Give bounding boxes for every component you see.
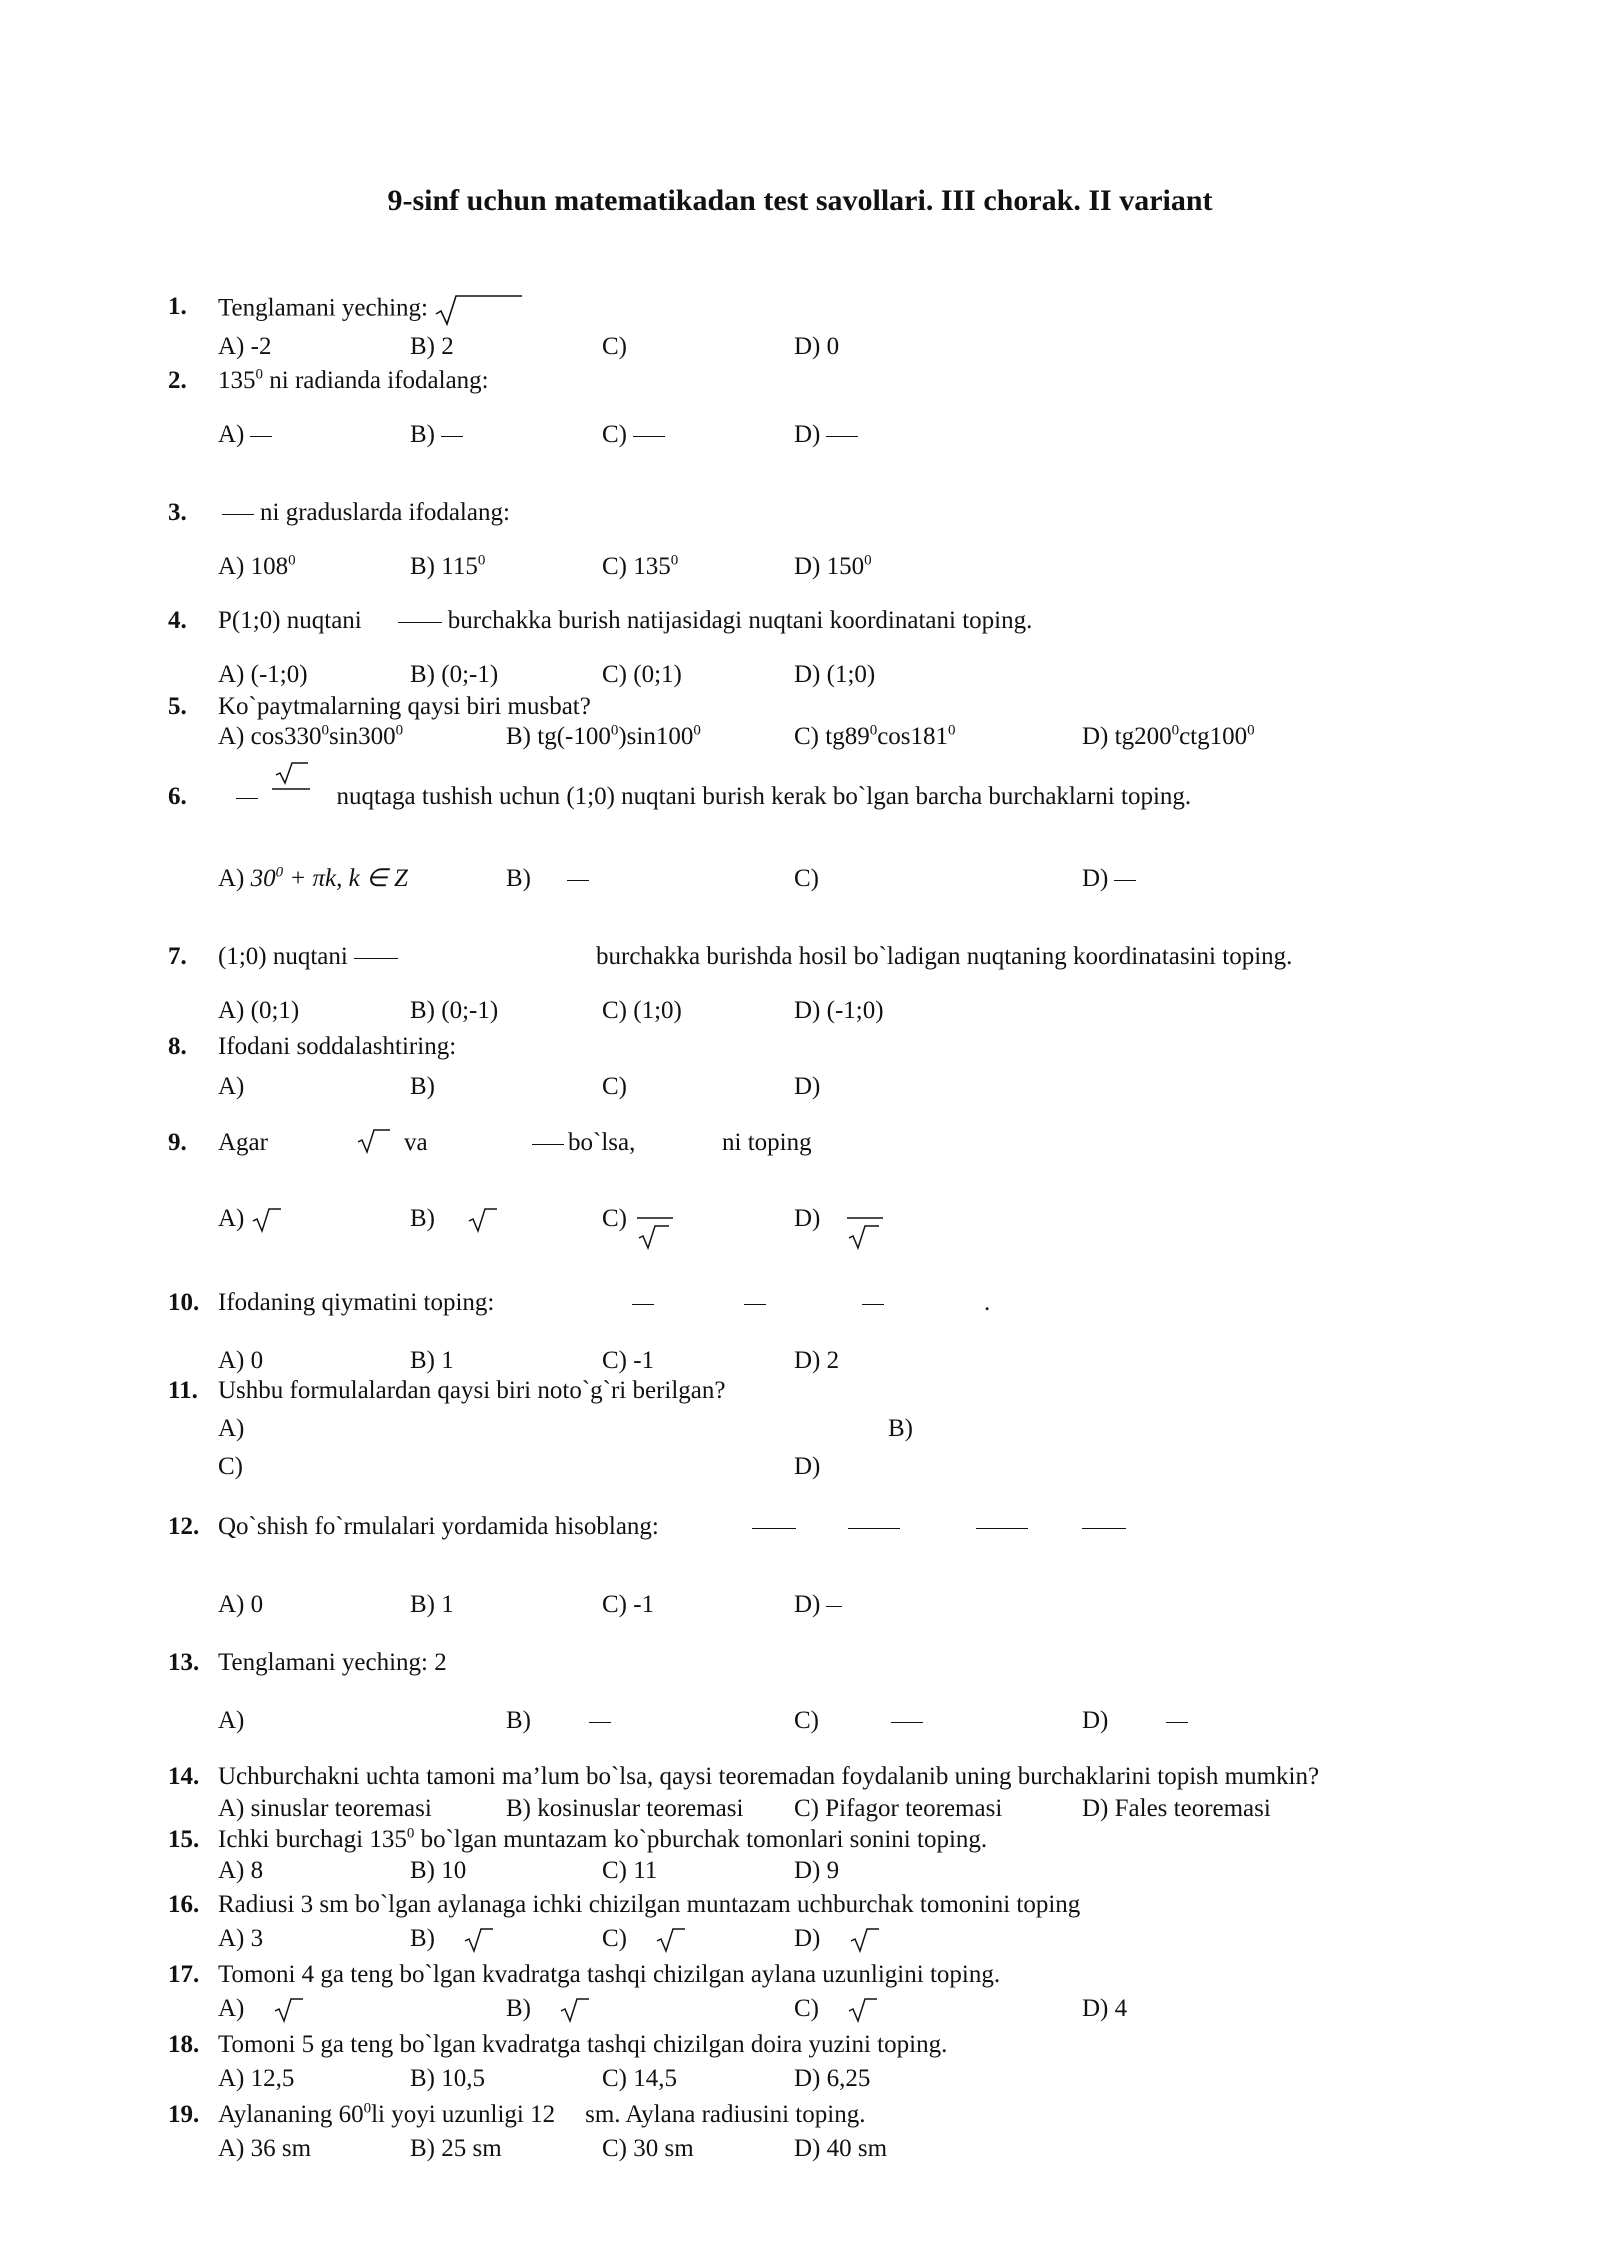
option-d: D) 9 [794,1857,840,1884]
question-text-end: ni toping [722,1129,812,1156]
option-b: B) [506,1994,593,2025]
question-text-cont: burchakka burishda hosil bo`ladigan nuqtaning koordinatasini toping. [596,943,1293,970]
option-b: B) 10 [410,1857,467,1884]
option-d: D) (1;0) [794,661,876,688]
option-a: A) (0;1) [218,997,300,1024]
question-number: 2. [168,367,187,394]
option-c: C) 30 sm [602,2135,694,2162]
option-d: D) 40 sm [794,2135,888,2162]
option-c: C) [602,1924,689,1955]
option-b: B) [506,1706,617,1736]
option-a: A) 12,5 [218,2065,295,2092]
option-a: A) -2 [218,333,272,360]
option-c: C) [794,865,819,892]
question-number: 1. [168,293,187,320]
option-a: A) 8 [218,1857,264,1884]
option-b: B) 2 [410,333,454,360]
option-a: A) 0 [218,1347,264,1374]
option-d: D) [794,1924,883,1955]
question-text: Radiusi 3 sm bo`lgan aylanaga ichki chizilgan muntazam uchburchak tomonini toping [218,1891,1081,1918]
option-b: B) [506,864,595,894]
option-a: A) [218,1415,245,1442]
option-a: A) [218,1994,307,2025]
question-text: P(1;0) nuqtani burchakka burish natijasidagi nuqtani koordinatani toping. [218,607,1033,634]
option-c: C) 11 [602,1857,658,1884]
fraction-bar [738,1288,772,1318]
question-number: 7. [168,943,187,970]
question-text: Tenglamani yeching: [218,292,524,328]
option-c: C) Pifagor teoremasi [794,1795,1003,1822]
option-b: B) 1 [410,1347,454,1374]
option-d: D) [794,1204,887,1254]
question-number: 6. [168,783,187,810]
option-a: A) [218,1707,245,1734]
option-d: D) [794,1453,821,1480]
question-text: Tenglamani yeching: 2 [218,1649,447,1676]
option-b: B) [888,1415,913,1442]
option-d: D) [794,1073,821,1100]
option-d: D) [794,420,864,450]
question-number: 10. [168,1289,200,1316]
question-text: (1;0) nuqtani [218,942,404,972]
question-number: 12. [168,1513,200,1540]
sqrt-symbol [434,292,524,328]
option-b: B) [410,420,469,450]
question-text: Tomoni 5 ga teng bo`lgan kvadratga tashqi chizilgan doira yuzini toping. [218,2031,948,2058]
option-d: D) (-1;0) [794,997,884,1024]
option-d: D) 6,25 [794,2065,871,2092]
option-c: C) [218,1453,243,1480]
question-text: Tomoni 4 ga teng bo`lgan kvadratga tashqi chizilgan aylana uzunligini toping. [218,1961,1001,1988]
question-text: Ko`paytmalarning qaysi biri musbat? [218,693,591,720]
question-text: Agar [218,1129,268,1156]
option-a: A) (-1;0) [218,661,308,688]
option-c: C) 14,5 [602,2065,677,2092]
fraction-bar [856,1288,890,1318]
fraction-bar [746,1512,802,1542]
sqrt-symbol [356,1124,396,1166]
question-text: Ushbu formulalardan qaysi biri noto`g`ri berilgan? [218,1377,726,1404]
option-c: C) [602,333,627,360]
option-b: B) (0;-1) [410,997,499,1024]
question-number: 3. [168,499,187,526]
option-d: D) 4 [1082,1995,1128,2022]
option-d: D) [1082,864,1142,894]
question-text-bolsa: bo`lsa, [532,1128,635,1158]
option-a: A) [218,1073,245,1100]
question-number: 8. [168,1033,187,1060]
question-text: nuqtaga tushish uchun (1;0) nuqtani burish kerak bo`lgan barcha burchaklarni toping. [236,782,1191,813]
option-c: C) $135^0$ [602,552,679,580]
sqrt-symbol [268,761,314,795]
question-number: 16. [168,1891,200,1918]
option-a: A) [218,420,278,450]
option-a: A) $108^0$ [218,552,296,580]
fraction-bar [970,1512,1034,1542]
option-c: C) -1 [602,1591,655,1618]
option-a: A) $\cos 330^0\sin 300^0$ [218,722,404,750]
question-number: 4. [168,607,187,634]
option-b: B) $tg(-100^0)\sin 100^0$ [506,722,701,750]
option-b: B) (0;-1) [410,661,499,688]
question-number: 5. [168,693,187,720]
option-c: C) (0;1) [602,661,682,688]
option-a: A) $30^0 + \pi k$, k ∈ Z [218,864,408,892]
question-number: 13. [168,1649,200,1676]
option-a: A) [218,1204,285,1235]
option-c: C) [602,420,671,450]
question-number: 15. [168,1826,200,1853]
option-a: A) 36 sm [218,2135,312,2162]
question-number: 11. [168,1377,198,1404]
question-number: 14. [168,1763,200,1790]
option-c: C) [602,1204,677,1254]
option-c: C) (1;0) [602,997,682,1024]
option-b: B) [410,1073,435,1100]
question-text: $135^0$ ni radianda ifodalang: [218,366,489,394]
question-number: 19. [168,2101,200,2128]
question-text: Ichki burchagi $135^0$ bo`lgan muntazam ko`pburchak tomonlari sonini toping. [218,1825,988,1853]
question-text: Qo`shish fo`rmulalari yordamida hisoblang: [218,1513,659,1540]
option-a: A) 0 [218,1591,264,1618]
question-number: 18. [168,2031,200,2058]
question-text-va: va [404,1129,428,1156]
option-d: D) Fales teoremasi [1082,1795,1271,1822]
option-b: B) kosinuslar teoremasi [506,1795,744,1822]
option-d: D) $tg200^0ctg100^0$ [1082,722,1255,750]
question-text-end: . [984,1289,991,1316]
question-text: Uchburchakni uchta tamoni ma’lum bo`lsa, qaysi teoremadan foydalanib uning burchaklarini topish mumkin? [218,1763,1320,1790]
option-c: C) [794,1706,929,1736]
fraction-bar [626,1288,660,1318]
option-d: D) $150^0$ [794,552,872,580]
option-b: B) [410,1924,497,1955]
option-b: B) $115^0$ [410,552,486,580]
option-c: C) $tg89^0\cos 181^0$ [794,722,956,750]
option-a: A) 3 [218,1925,264,1952]
fraction-bar [1076,1512,1132,1542]
question-text: ni graduslarda ifodalang: [216,498,510,528]
question-number: 9. [168,1129,187,1156]
question-text: Aylananing $60^0li$ yoyi uzunligi 12 sm. Aylana radiusini toping. [218,2100,866,2128]
option-d: D) [794,1590,848,1620]
option-d: D) 2 [794,1347,840,1374]
option-a: A) sinuslar teoremasi [218,1795,432,1822]
page-title: 9-sinf uchun matematikadan test savollari. III chorak. II variant [387,184,1213,217]
question-number: 17. [168,1961,200,1988]
fraction-bar [842,1512,906,1542]
option-b: B) 25 sm [410,2135,502,2162]
option-c: C) [602,1073,627,1100]
option-c: C) -1 [602,1347,655,1374]
option-d: D) 0 [794,333,840,360]
option-c: C) [794,1994,881,2025]
option-b: B) 10,5 [410,2065,485,2092]
question-text: Ifodani soddalashtiring: [218,1033,457,1060]
option-b: B) 1 [410,1591,454,1618]
question-text: Ifodaning qiymatini toping: [218,1289,495,1316]
option-d: D) [1082,1706,1194,1736]
option-b: B) [410,1204,501,1235]
